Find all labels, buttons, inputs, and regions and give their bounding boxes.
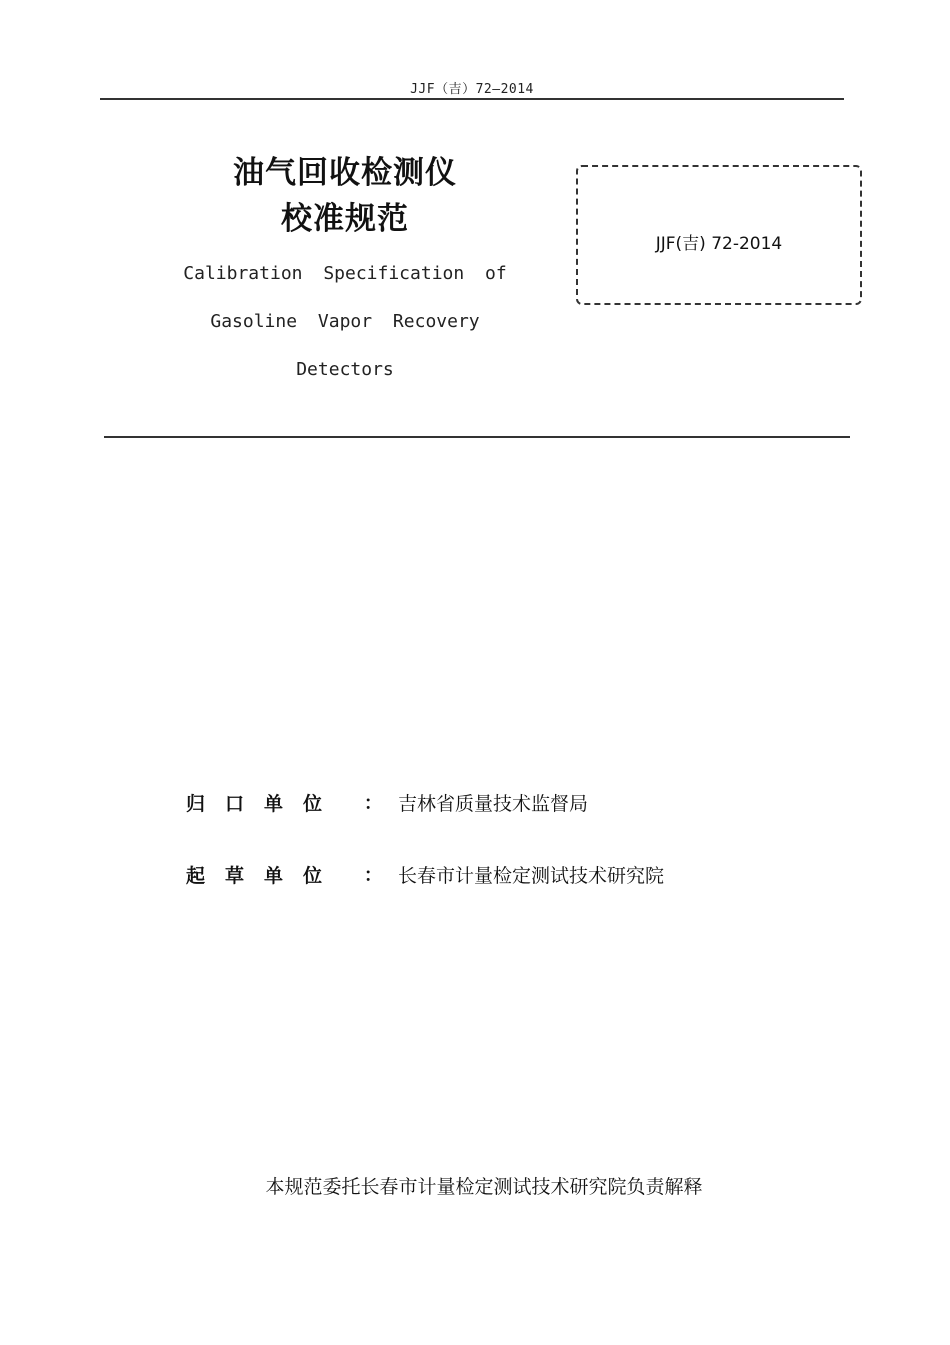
unit-label-responsible: 归口单位 [186, 792, 343, 815]
page-header-code: JJF（吉）72—2014 [410, 82, 534, 97]
interpretation-note: 本规范委托长春市计量检定测试技术研究院负责解释 [265, 1176, 703, 1198]
title-en-line3: Detectors [296, 359, 394, 380]
unit-value-drafting: 长春市计量检定测试技术研究院 [398, 864, 665, 887]
title-block [150, 150, 540, 394]
title-en-line1: Calibration Specification of [183, 263, 507, 284]
unit-colon: ： [364, 865, 382, 886]
title-en [150, 250, 540, 394]
unit-colon: ： [364, 793, 382, 814]
title-en-line2: Gasoline Vapor Recovery [210, 311, 480, 332]
title-cn-line2: 校准规范 [281, 201, 409, 237]
document-code-box [576, 165, 862, 305]
unit-row-drafting [186, 856, 664, 892]
document-code: JJF(吉) 72-2014 [655, 234, 783, 254]
units-section [186, 784, 664, 928]
unit-value-responsible: 吉林省质量技术监督局 [398, 792, 589, 815]
unit-row-responsible [186, 784, 664, 820]
title-rule [104, 436, 850, 438]
unit-label-drafting: 起草单位 [186, 864, 343, 887]
header-rule [100, 98, 844, 100]
title-cn-line1: 油气回收检测仪 [233, 155, 457, 191]
